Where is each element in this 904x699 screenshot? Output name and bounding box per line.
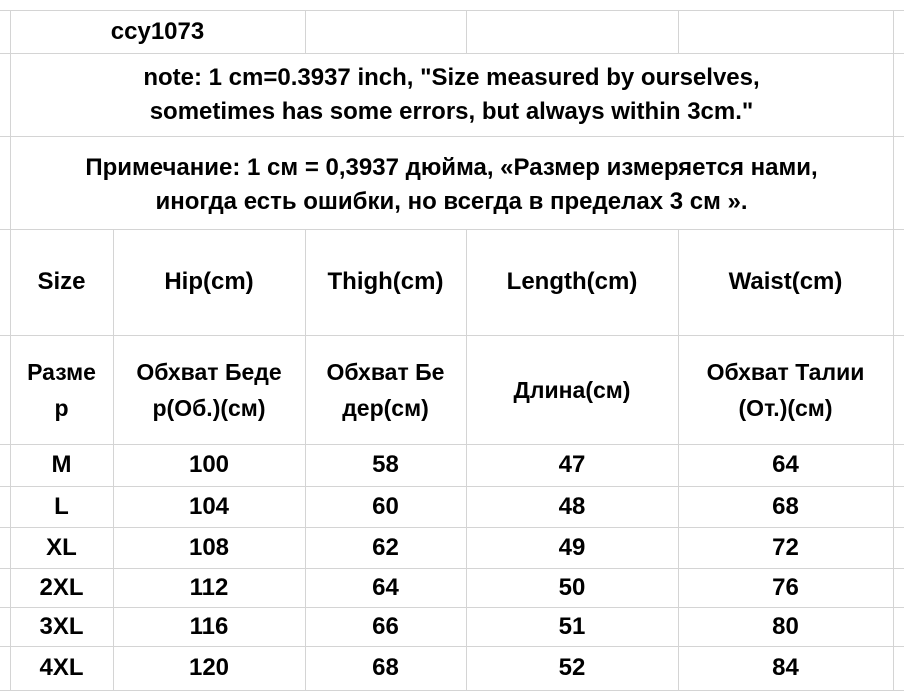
table-cell-waist: 84 [772, 654, 799, 681]
table-cell-thigh: 68 [372, 654, 399, 681]
note-english-line-1: note: 1 cm=0.3937 inch, "Size measured by ourselves, [143, 63, 760, 91]
header-ru-thigh-line-1: Обхват Бе [326, 358, 445, 385]
header-ru-hip-line-1: Обхват Беде [136, 358, 282, 385]
table-cell-size: 4XL [39, 654, 84, 681]
table-cell-size: 3XL [39, 612, 84, 640]
grid-line [0, 690, 904, 691]
header-ru-waist-line-2: (От.)(см) [738, 394, 833, 421]
table-cell-thigh: 60 [372, 492, 399, 520]
table-cell-thigh: 58 [372, 451, 399, 478]
header-ru-hip-line-2: р(Об.)(см) [152, 394, 266, 421]
grid-line [893, 53, 894, 229]
header-ru-size-line-2: р [54, 394, 69, 421]
table-cell-hip: 112 [189, 573, 229, 601]
note-russian [10, 136, 893, 229]
header-waist: Waist(cm) [728, 268, 843, 295]
table-cell-length: 48 [558, 492, 586, 520]
table-cell-length: 50 [558, 573, 586, 601]
header-hip: Hip(cm) [164, 268, 254, 295]
note-russian-line-2: иногда есть ошибки, но всегда в пределах 3 см ». [155, 187, 748, 215]
table-cell-size: XL [46, 533, 77, 561]
header-ru-size [10, 335, 113, 444]
table-cell-thigh: 62 [372, 533, 399, 561]
note-english-line-2: sometimes has some errors, but always within 3cm." [149, 97, 754, 125]
header-ru-waist [678, 335, 893, 444]
table-cell-hip: 108 [188, 533, 230, 561]
header-ru-hip [113, 335, 305, 444]
header-ru-thigh-line-2: дер(см) [342, 394, 429, 421]
table-cell-length: 52 [558, 654, 586, 681]
table-cell-thigh: 66 [372, 612, 399, 640]
table-cell-waist: 64 [772, 451, 799, 478]
header-ru-length [466, 335, 678, 444]
product-code: ccy1073 [110, 17, 205, 45]
table-cell-hip: 116 [189, 612, 229, 640]
header-length: Length(cm) [506, 268, 638, 295]
header-thigh: Thigh(cm) [327, 268, 444, 295]
header-ru-waist-line-1: Обхват Талии [706, 358, 865, 385]
grid-line [466, 10, 467, 53]
table-cell-waist: 72 [772, 533, 799, 561]
table-cell-size: L [54, 492, 69, 520]
table-cell-hip: 120 [188, 654, 230, 681]
note-english [10, 53, 893, 136]
table-cell-length: 47 [558, 451, 586, 478]
table-cell-thigh: 64 [372, 573, 399, 601]
note-russian-line-1: Примечание: 1 см = 0,3937 дюйма, «Размер измеряется нами, [85, 153, 818, 181]
header-ru-size-line-1: Разме [27, 358, 96, 385]
table-cell-waist: 68 [772, 492, 799, 520]
table-cell-size: 2XL [39, 573, 84, 601]
table-cell-size: M [51, 451, 72, 478]
grid-line [678, 10, 679, 53]
table-cell-hip: 100 [188, 451, 230, 478]
table-cell-waist: 80 [772, 612, 799, 640]
table-cell-length: 51 [558, 612, 586, 640]
table-cell-length: 49 [558, 533, 586, 561]
grid-line [893, 10, 894, 53]
table-cell-waist: 76 [772, 573, 799, 601]
grid-line [305, 10, 306, 53]
header-ru-thigh [305, 335, 466, 444]
table-cell-hip: 104 [188, 492, 230, 520]
grid-line [893, 229, 894, 690]
header-size: Size [37, 268, 86, 295]
header-ru-length-line-1: Длина(см) [513, 376, 631, 403]
